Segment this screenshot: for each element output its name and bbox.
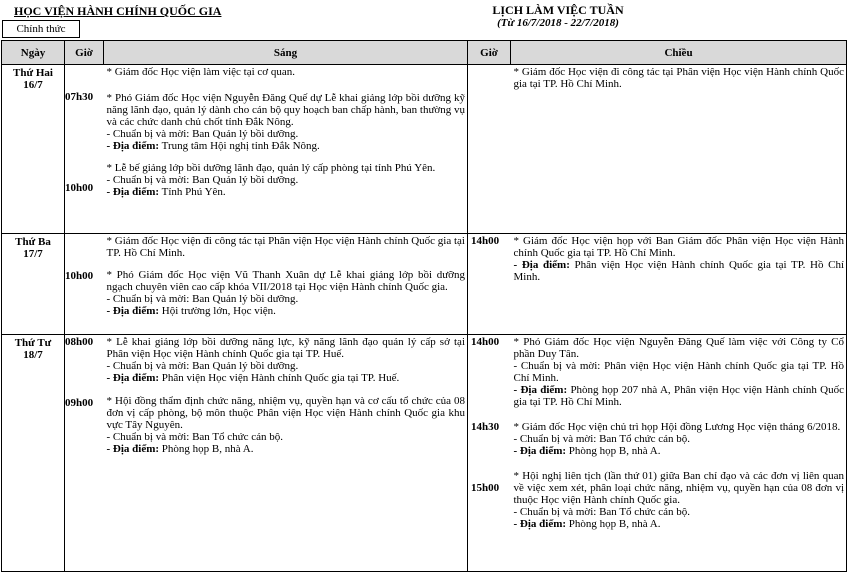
- morning-cell: [104, 234, 468, 335]
- day-name: Thứ Hai: [13, 67, 53, 79]
- org-name: HỌC VIỆN HÀNH CHÍNH QUỐC GIA: [14, 4, 222, 18]
- afternoon-cell: [511, 65, 847, 234]
- afternoon-cell: [511, 234, 847, 335]
- day-cell: [2, 234, 65, 335]
- table-header-row: [2, 41, 847, 65]
- day-date: 18/7: [23, 349, 43, 361]
- afternoon-time-cell: [468, 234, 511, 335]
- col-day: Ngày: [2, 41, 65, 65]
- morning-time-cell: [65, 335, 104, 572]
- time-label: 15h00: [471, 482, 500, 494]
- time-label: 10h00: [65, 270, 94, 282]
- schedule-item: * Phó Giám đốc Học viện Nguyễn Đăng Quế dự Lễ khai giảng lớp bồi dưỡng kỹ năng lãnh đạo, quản lý dành cho cán bộ quy hoạch ban chấp hành, ban thường vụ và các chức danh chủ chốt tỉnh Đắk Nông. - Chuẩn bị và mời: Ban Quản lý bồi dưỡng. - Địa điểm: Trung tâm Hội nghị tỉnh Đắk Nông.: [106, 92, 465, 152]
- morning-cell: [104, 335, 468, 572]
- schedule-item: * Lễ khai giảng lớp bồi dưỡng năng lực, kỹ năng lãnh đạo quản lý cấp sở tại Phân viện Học viện Hành chính Quốc gia tại TP. Huế. - Chuẩn bị và mời: Ban Quản lý bồi dưỡng. - Địa điểm: Phân viện Học viện Hành chính Quốc gia tại TP. Huế.: [106, 336, 465, 384]
- time-label: 07h30: [65, 91, 94, 103]
- col-time-afternoon: Giờ: [468, 41, 511, 65]
- time-label: 10h00: [65, 182, 94, 194]
- col-morning: Sáng: [104, 41, 468, 65]
- schedule-item: * Giám đốc Học viện đi công tác tại Phân viện Học viện Hành chính Quốc gia tại TP. Hồ Chí Minh.: [106, 235, 465, 259]
- day-row-monday: [2, 65, 847, 234]
- col-time: Giờ: [65, 41, 104, 65]
- schedule-item: * Hội nghị liên tịch (lần thứ 01) giữa Ban chỉ đạo và các đơn vị liên quan về việc xem xét, phân loại chức năng, nhiệm vụ, quyền hạn của 08 đơn vị thuộc Học viện Hành chính Quốc gia. - Chuẩn bị và mời: Ban Tổ chức cán bộ. - Địa điểm: Phòng họp B, nhà A.: [513, 470, 844, 530]
- morning-time-cell: [65, 234, 104, 335]
- schedule-item: * Phó Giám đốc Học viện Vũ Thanh Xuân dự Lễ khai giảng lớp bồi dưỡng ngạch chuyên viên cao cấp khóa VII/2018 tại Học viện Hành chính Quốc gia. - Chuẩn bị và mời: Ban Quản lý bồi dưỡng. - Địa điểm: Hội trường lớn, Học viện.: [106, 269, 465, 317]
- time-label: 14h00: [471, 235, 500, 247]
- time-label: 14h30: [471, 421, 500, 433]
- schedule-item: * Phó Giám đốc Học viện Nguyễn Đăng Quế làm việc với Công ty Cổ phần Duy Tân. - Chuẩn bị và mời: Phân viện Học viện Hành chính Quốc gia tại TP. Hồ Chí Minh. - Địa điểm: Phòng họp 207 nhà A, Phân viện Học viện Hành chính Quốc gia tại TP. Hồ Chí Minh.: [513, 336, 845, 408]
- time-label: 08h00: [65, 336, 94, 348]
- time-label: 14h00: [471, 336, 500, 348]
- schedule-period: (Từ 16/7/2018 - 22/7/2018): [497, 17, 619, 29]
- time-label: 09h00: [65, 397, 94, 409]
- schedule-item: * Giám đốc Học viện làm việc tại cơ quan.: [106, 66, 295, 78]
- schedule-item: * Giám đốc Học viện họp với Ban Giám đốc Phân viện Học viện Hành chính Quốc gia tại TP. Hồ Chí Minh. - Địa điểm: Phân viện Học viện Hành chính Quốc gia tại TP. Hồ Chí Minh.: [513, 235, 845, 283]
- day-row-wednesday: [2, 335, 847, 572]
- day-name: Thứ Ba: [15, 236, 51, 248]
- schedule-item: * Lễ bế giảng lớp bồi dưỡng lãnh đạo, quản lý cấp phòng tại tỉnh Phú Yên. - Chuẩn bị và mời: Ban Quản lý bồi dưỡng. - Địa điểm: Tỉnh Phú Yên.: [106, 162, 436, 198]
- schedule-heading: [470, 4, 646, 30]
- morning-cell: [104, 65, 468, 234]
- schedule-item: * Giám đốc Học viện đi công tác tại Phân viện Học viện Hành chính Quốc gia tại TP. Hồ Chí Minh.: [513, 66, 844, 90]
- afternoon-time-cell: [468, 335, 511, 572]
- morning-time-cell: [65, 65, 104, 234]
- schedule-item: * Hội đồng thẩm định chức năng, nhiệm vụ, quyền hạn và cơ cấu tổ chức của 08 đơn vị cấp phòng, bộ môn thuộc Phân viện Học viện Hành chính Quốc gia khu vực Tây Nguyên. - Chuẩn bị và mời: Ban Tổ chức cán bộ. - Địa điểm: Phòng họp B, nhà A.: [106, 395, 465, 455]
- col-afternoon: Chiều: [511, 41, 847, 65]
- afternoon-time-cell: [468, 65, 511, 234]
- status-badge: Chính thức: [2, 20, 80, 38]
- afternoon-cell: [511, 335, 847, 572]
- schedule-title: LỊCH LÀM VIỆC TUẦN: [492, 3, 624, 17]
- schedule-table: [1, 40, 847, 572]
- day-date: 16/7: [23, 79, 43, 91]
- day-name: Thứ Tư: [14, 337, 52, 349]
- day-cell: [2, 335, 65, 572]
- day-cell: [2, 65, 65, 234]
- schedule-item: * Giám đốc Học viện chủ trì họp Hội đồng Lương Học viện tháng 6/2018. - Chuẩn bị và mời: Ban Tổ chức cán bộ. - Địa điểm: Phòng họp B, nhà A.: [513, 421, 841, 457]
- day-row-tuesday: [2, 234, 847, 335]
- day-date: 17/7: [23, 248, 43, 260]
